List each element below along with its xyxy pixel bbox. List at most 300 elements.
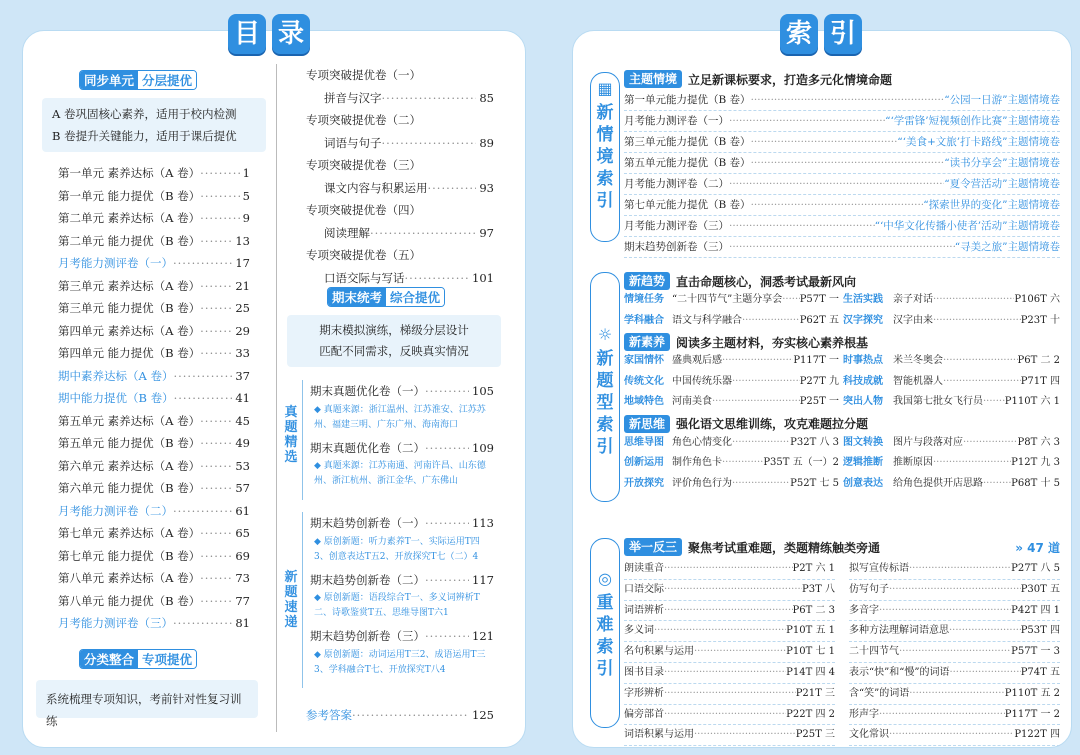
leader-dots	[732, 372, 800, 393]
toc-title: 月考能力测评卷（二）	[58, 503, 173, 518]
entry-name: 米兰冬奥会	[893, 355, 943, 366]
entry-name: 多种方法理解词语意思	[849, 625, 949, 637]
pill-label: 同步单元	[80, 71, 138, 89]
section-heading: 立足新课标要求，打造多元化情境命题	[688, 72, 893, 87]
exam-name: 第七单元能力提优（B 卷）	[624, 199, 751, 211]
entry-name: 词语辨析	[624, 604, 664, 616]
leader-dots	[173, 252, 232, 275]
toc-item[interactable]	[58, 365, 250, 388]
category-tag: 情境任务	[624, 294, 664, 305]
toc-title: 词语与句子	[324, 135, 382, 150]
difficulty-entry[interactable]	[849, 559, 1060, 580]
context-row[interactable]	[624, 132, 1060, 153]
final-desc	[287, 315, 501, 367]
entry-name: 图片与段落对应	[893, 436, 963, 448]
leader-dots	[694, 642, 786, 662]
toc-page: 81	[235, 616, 250, 630]
leader-dots	[200, 162, 240, 185]
entry-page: P117T 一	[793, 355, 839, 366]
toc-title: 第三单元 素养达标（A 卷）	[58, 278, 201, 293]
toc-page: 69	[235, 548, 250, 563]
leader-dots	[963, 433, 1018, 454]
leader-dots	[879, 601, 1011, 621]
toc-title: 第七单元 能力提优（B 卷）	[58, 548, 201, 563]
toc-page: 1	[242, 166, 250, 180]
difficulty-entry[interactable]	[624, 684, 835, 705]
leader-dots	[664, 601, 793, 621]
category-tag: 图文转换	[843, 436, 883, 448]
index-entry[interactable]	[893, 311, 1060, 332]
title-char: 目	[228, 14, 266, 54]
leader-dots	[949, 663, 1020, 683]
toc-item[interactable]	[58, 455, 250, 478]
sync-pill	[79, 70, 197, 90]
entry-page: P2T 六 1	[792, 563, 835, 574]
entry-name: 语文与科学融合	[672, 314, 742, 326]
index-entry[interactable]	[893, 392, 1060, 413]
special-list	[306, 64, 494, 289]
answer-row[interactable]	[306, 704, 494, 727]
entry-page: P57T 一 3	[1011, 646, 1060, 658]
trend-label: 新题速递	[284, 570, 298, 630]
difficulty-entry[interactable]	[849, 621, 1060, 642]
leader-dots	[370, 222, 476, 245]
difficulty-entry[interactable]	[849, 705, 1060, 726]
entry-name: 评价角色行为	[672, 477, 732, 489]
category-tag: 生活实践	[843, 294, 883, 305]
toc-title: 阅读理解	[324, 225, 370, 240]
toc-page: 113	[472, 516, 494, 530]
toc-item[interactable]	[58, 230, 250, 253]
entry-page: P21T 三	[795, 687, 835, 699]
toc-title: 第五单元 素养达标（A 卷）	[58, 413, 201, 428]
difficulty-entry[interactable]	[849, 580, 1060, 601]
section-heading: 阅读多主题材料，夯实核心素养根基	[676, 335, 869, 350]
theme-name: “‘美食+文旅’打卡路线”主题情境卷	[897, 136, 1060, 148]
target-icon: ◎	[598, 569, 612, 588]
entry-page: P6T 二 3	[792, 604, 835, 616]
leader-dots	[722, 453, 763, 474]
toc-title: 第五单元 能力提优（B 卷）	[58, 436, 201, 450]
desc-line: A 卷巩固核心素养，适用于校内检测	[52, 107, 237, 121]
leader-dots	[425, 437, 469, 460]
entry-page: P3T 八	[802, 583, 835, 595]
leader-dots	[382, 87, 477, 110]
toc-title: 月考能力测评卷（三）	[58, 616, 173, 630]
toc-page: 93	[479, 180, 494, 195]
entry-name: 汉字由来	[893, 314, 933, 326]
toc-item[interactable]	[58, 185, 250, 208]
context-row[interactable]	[624, 237, 1060, 258]
entry-page: P12T 九 3	[1011, 457, 1060, 468]
difficulty-entry[interactable]	[624, 580, 835, 601]
toc-item[interactable]	[58, 432, 250, 455]
entry-name: 形声字	[849, 708, 879, 720]
entry-name: 仿写句子	[849, 583, 889, 595]
grid-icon: ▦	[597, 79, 613, 98]
toc-item[interactable]	[58, 410, 250, 433]
leader-dots	[694, 725, 796, 745]
toc-item[interactable]	[58, 545, 250, 568]
entry-name: 口语交际	[624, 583, 664, 595]
leader-dots	[173, 612, 232, 635]
entry-name: 文化常识	[849, 729, 889, 741]
toc-item[interactable]	[58, 342, 250, 365]
context-row[interactable]	[624, 90, 1060, 111]
leader-dots	[983, 392, 1005, 413]
toc-title: 月考能力测评卷（一）	[58, 256, 173, 270]
entry-page: P6T 二 2	[1017, 355, 1060, 366]
difficulty-entry[interactable]	[849, 725, 1060, 746]
exam-name: 第一单元能力提优（B 卷）	[624, 94, 751, 106]
leader-dots	[782, 290, 799, 311]
leader-dots	[712, 392, 800, 413]
entry-name: 角色心情变化	[672, 436, 732, 448]
index-entry[interactable]	[893, 372, 1060, 393]
sidebar-title: 重难索引	[596, 593, 614, 679]
entry-name: 智能机器人	[893, 375, 943, 387]
leader-dots	[729, 237, 955, 257]
section-tag: 新趋势	[624, 272, 670, 290]
toc-title: 课文内容与积累运用	[324, 180, 428, 195]
entry-name: 多义词	[624, 625, 654, 637]
category-tag: 传统文化	[624, 375, 664, 387]
leader-dots	[664, 705, 786, 725]
toc-item[interactable]	[58, 275, 250, 298]
exam-item[interactable]	[310, 512, 494, 535]
toc-page: 73	[235, 571, 250, 585]
section-difficulty	[624, 538, 1060, 746]
toc-page: 33	[235, 346, 250, 360]
leader-dots	[949, 621, 1021, 641]
entry-page: P23T 十	[1020, 314, 1060, 326]
toc-page: 101	[472, 270, 494, 285]
toc-item[interactable]	[58, 590, 250, 613]
desc-line: B 卷提升关键能力，适用于课后提优	[52, 129, 237, 143]
block-head	[624, 272, 1060, 290]
toc-item[interactable]	[58, 252, 250, 275]
contents-title	[228, 14, 310, 54]
pill-label: 期末统考	[328, 288, 386, 306]
entry-page: P106T 六	[1014, 294, 1060, 305]
difficulty-entry[interactable]	[624, 663, 835, 684]
desc-line: 匹配不同需求，反映真实情况	[319, 344, 469, 358]
section-context	[624, 70, 1060, 258]
toc-page: 53	[235, 458, 250, 473]
toc-title: 第一单元 能力提优（B 卷）	[58, 188, 201, 203]
exam-item[interactable]	[310, 625, 494, 648]
leader-dots	[933, 453, 1011, 474]
sidebar-title: 新情境索引	[596, 103, 614, 211]
toc-title: 第二单元 素养达标（A 卷）	[58, 211, 201, 225]
context-row[interactable]	[624, 111, 1060, 132]
special-item[interactable]	[306, 132, 494, 155]
index-entry[interactable]	[893, 290, 1060, 311]
index-entry[interactable]	[893, 351, 1060, 372]
leader-dots	[200, 275, 232, 298]
leader-dots	[751, 153, 945, 173]
section-tag: 举一反三	[624, 538, 682, 556]
real-label: 真题精选	[284, 405, 298, 465]
index-entry[interactable]	[893, 453, 1060, 474]
final-pill	[327, 287, 445, 307]
toc-title: 期末趋势创新卷（一）	[310, 516, 425, 530]
leader-dots	[174, 387, 233, 410]
leader-dots	[889, 725, 1014, 745]
leader-dots	[173, 500, 232, 523]
special-item[interactable]	[306, 87, 494, 110]
theme-name: “夏令营活动”主题情境卷	[944, 178, 1060, 190]
category-tag: 突出人物	[843, 396, 883, 407]
exam-name: 第三单元能力提优（B 卷）	[624, 136, 751, 148]
entry-page: P35T 五（一）2	[763, 457, 839, 468]
difficulty-entry[interactable]	[849, 642, 1060, 663]
exam-name: 月考能力测评卷（三）	[624, 220, 729, 232]
block-head	[624, 415, 1060, 433]
entry-name: 偏旁部首	[624, 708, 664, 720]
section-tag: 新思维	[624, 415, 670, 433]
toc-page: 57	[235, 481, 250, 495]
exam-note: ◆ 真题来源：江苏南通、河南许昌、山东德州、浙江杭州、浙江金华、广东佛山	[314, 461, 486, 486]
category-tag: 时事热点	[843, 355, 883, 366]
entry-page: P53T 四	[1020, 625, 1060, 637]
toc-title: 第八单元 素养达标（A 卷）	[58, 571, 201, 585]
context-row[interactable]	[624, 216, 1060, 237]
section-heading: 聚焦考试重难题，类题精练触类旁通	[688, 540, 881, 555]
leader-dots	[425, 625, 469, 648]
lightbulb-icon: ☼	[597, 325, 613, 344]
exam-name: 月考能力测评卷（二）	[624, 178, 729, 190]
section-line	[302, 512, 303, 688]
toc-page: 65	[235, 526, 250, 540]
index-entry[interactable]	[893, 474, 1060, 495]
toc-item[interactable]	[58, 477, 250, 500]
entry-name: 表示“快”和“慢”的词语	[849, 666, 950, 678]
toc-title: 第一单元 素养达标（A 卷）	[58, 166, 201, 180]
toc-page: 5	[242, 188, 250, 203]
toc-title: 第六单元 素养达标（A 卷）	[58, 458, 201, 473]
pill-label: 专项提优	[138, 650, 196, 668]
theme-name: “寻美之旅”主题情境卷	[954, 241, 1060, 253]
special-item[interactable]	[306, 177, 494, 200]
toc-title: 期末真题优化卷（一）	[310, 384, 425, 398]
leader-dots	[664, 580, 802, 600]
entry-page: P22T 四 2	[786, 708, 835, 720]
toc-item[interactable]	[58, 522, 250, 545]
difficulty-entry[interactable]	[849, 684, 1060, 705]
index-entry[interactable]	[672, 392, 839, 413]
special-item[interactable]	[306, 222, 494, 245]
leader-dots	[425, 512, 469, 535]
leader-dots	[909, 559, 1011, 579]
leader-dots	[729, 174, 944, 194]
leader-dots	[751, 132, 898, 152]
context-row[interactable]	[624, 153, 1060, 174]
index-entry[interactable]	[672, 433, 839, 454]
toc-title: 拼音与汉字	[324, 90, 382, 105]
difficulty-entry[interactable]	[624, 601, 835, 622]
leader-dots	[200, 185, 239, 208]
leader-dots	[405, 267, 470, 290]
theme-name: “探索世界的变化”主题情境卷	[923, 199, 1060, 211]
index-entry[interactable]	[672, 372, 839, 393]
leader-dots	[943, 351, 1018, 372]
entry-page: P10T 七 1	[786, 646, 835, 658]
category-tag: 创意表达	[843, 477, 883, 489]
entry-page: P117T 一 2	[1004, 708, 1060, 720]
leader-dots	[732, 474, 790, 495]
entry-page: P68T 十 5	[1011, 477, 1060, 489]
category-tag: 开放探究	[624, 477, 664, 489]
toc-item[interactable]	[58, 567, 250, 590]
toc-item[interactable]	[58, 387, 250, 410]
category-tag: 创新运用	[624, 457, 664, 468]
entry-page: P10T 五 1	[786, 625, 835, 637]
class-desc	[36, 680, 258, 728]
toc-title: 第二单元 能力提优（B 卷）	[58, 233, 201, 248]
difficulty-entry[interactable]	[624, 705, 835, 726]
leader-dots	[200, 410, 232, 433]
entry-name: “二十四节气”主题分享会	[672, 294, 783, 305]
leader-dots	[200, 522, 232, 545]
toc-title: 期中能力提优（B 卷）	[58, 391, 174, 405]
leader-dots	[983, 474, 1011, 495]
leader-dots	[425, 380, 469, 403]
entry-page: P62T 五	[799, 314, 839, 326]
index-entry[interactable]	[672, 453, 839, 474]
special-title: 专项突破提优卷（二）	[306, 113, 421, 127]
index-entry[interactable]	[672, 351, 839, 372]
toc-page: 13	[235, 233, 250, 248]
trend-list	[310, 512, 494, 682]
toc-item[interactable]	[58, 162, 250, 185]
leader-dots	[664, 684, 796, 704]
toc-page: 77	[235, 593, 250, 608]
leader-dots	[425, 569, 469, 592]
leader-dots	[200, 567, 232, 590]
context-row[interactable]	[624, 174, 1060, 195]
toc-page: 25	[235, 301, 250, 315]
toc-item[interactable]	[58, 207, 250, 230]
section-heading: 强化语文思维训练，攻克难题拉分题	[676, 417, 869, 431]
entry-name: 我国第七批女飞行员	[893, 396, 983, 407]
index-entry[interactable]	[672, 311, 839, 332]
exam-note: ◆ 原创新题：动词运用T三2、成语运用T三3、学科融合T七、开放探究T八4	[314, 649, 486, 675]
title-char: 索	[780, 14, 818, 54]
toc-page: 49	[235, 436, 250, 450]
entry-page: P110T 六 1	[1004, 396, 1060, 407]
toc-title: 第四单元 素养达标（A 卷）	[58, 323, 201, 338]
leader-dots	[742, 311, 800, 332]
section-line	[302, 380, 303, 500]
toc-page: 85	[479, 90, 494, 105]
toc-title: 期末真题优化卷（二）	[310, 440, 425, 455]
exam-item[interactable]	[310, 380, 494, 403]
theme-name: “读书分享会”主题情境卷	[944, 157, 1060, 169]
entry-name: 推断原因	[893, 457, 933, 468]
toc-title: 第八单元 能力提优（B 卷）	[58, 593, 201, 608]
entry-name: 给角色提供开店思路	[893, 477, 983, 489]
index-entry[interactable]	[893, 433, 1060, 454]
entry-page: P74T 五	[1020, 666, 1060, 678]
theme-name: “‘中华文化传播小使者’活动”主题情境卷	[874, 220, 1060, 232]
entry-page: P14T 四 4	[786, 666, 835, 678]
section-tag: 主题情境	[624, 70, 682, 88]
leader-dots	[200, 455, 232, 478]
leader-dots	[722, 351, 793, 372]
special-title: 专项突破提优卷（一）	[306, 68, 421, 82]
toc-page: 117	[472, 572, 494, 587]
exam-name: 第五单元能力提优（B 卷）	[624, 157, 751, 169]
leader-dots	[879, 705, 1005, 725]
entry-page: P71T 四	[1020, 375, 1060, 387]
entry-page: P122T 四	[1014, 729, 1060, 741]
exam-item[interactable]	[310, 569, 494, 592]
difficulty-entry[interactable]	[624, 621, 835, 642]
entry-name: 字形辨析	[624, 687, 664, 699]
exam-note: ◆ 真题来源：浙江温州、江苏淮安、江苏苏州、福建三明、广东广州、海南海口	[314, 404, 486, 430]
toc-title: 第七单元 素养达标（A 卷）	[58, 526, 201, 540]
section-heading: 直击命题核心，洞悉考试最新风向	[676, 274, 857, 289]
difficulty-entry[interactable]	[624, 725, 835, 746]
exam-item[interactable]	[310, 437, 494, 460]
leader-dots	[664, 663, 786, 683]
exam-note: ◆ 原创新题：语段综合T一、多义词辨析T二、诗歌鉴赏T五、思维导图T六1	[314, 593, 480, 618]
index-entry[interactable]	[672, 474, 839, 495]
sidebar-difficulty	[590, 538, 620, 728]
entry-name: 二十四节气	[849, 646, 899, 658]
leader-dots	[732, 433, 790, 454]
context-rows	[624, 90, 1060, 258]
entry-name: 中国传统乐器	[672, 375, 732, 387]
entry-name: 词语积累与运用	[624, 729, 694, 741]
toc-item[interactable]	[58, 297, 250, 320]
toc-page: 121	[472, 629, 494, 643]
toc-item[interactable]	[58, 500, 250, 523]
question-count: » 47 道	[1015, 540, 1060, 555]
toc-title: 口语交际与写话	[324, 270, 405, 285]
difficulty-entry[interactable]	[849, 663, 1060, 684]
pill-label: 分层提优	[138, 71, 196, 89]
toc-page: 37	[235, 368, 250, 383]
context-row[interactable]	[624, 195, 1060, 216]
title-char: 录	[272, 14, 310, 54]
leader-dots	[382, 132, 477, 155]
entry-page: P32T 八 3	[790, 436, 839, 448]
difficulty-entry[interactable]	[624, 642, 835, 663]
toc-page: 105	[472, 384, 494, 398]
toc-page: 17	[235, 256, 250, 270]
entry-name: 含“笑”的词语	[849, 687, 910, 699]
leader-dots	[943, 372, 1021, 393]
leader-dots	[200, 320, 232, 343]
toc-item[interactable]	[58, 612, 250, 635]
toc-page: 9	[242, 211, 250, 225]
difficulty-entry[interactable]	[849, 601, 1060, 622]
block-rows	[624, 290, 1060, 331]
real-list	[310, 380, 494, 493]
toc-item[interactable]	[58, 320, 250, 343]
difficulty-entry[interactable]	[624, 559, 835, 580]
entry-name: 朗读重音	[624, 563, 664, 574]
toc-title: 第六单元 能力提优（B 卷）	[58, 481, 201, 495]
leader-dots	[899, 642, 1011, 662]
toc-page: 89	[479, 135, 494, 150]
special-item[interactable]	[306, 267, 494, 290]
entry-page: P27T 八 5	[1011, 563, 1060, 574]
index-entry[interactable]	[672, 290, 839, 311]
entry-name: 河南美食	[672, 396, 712, 407]
